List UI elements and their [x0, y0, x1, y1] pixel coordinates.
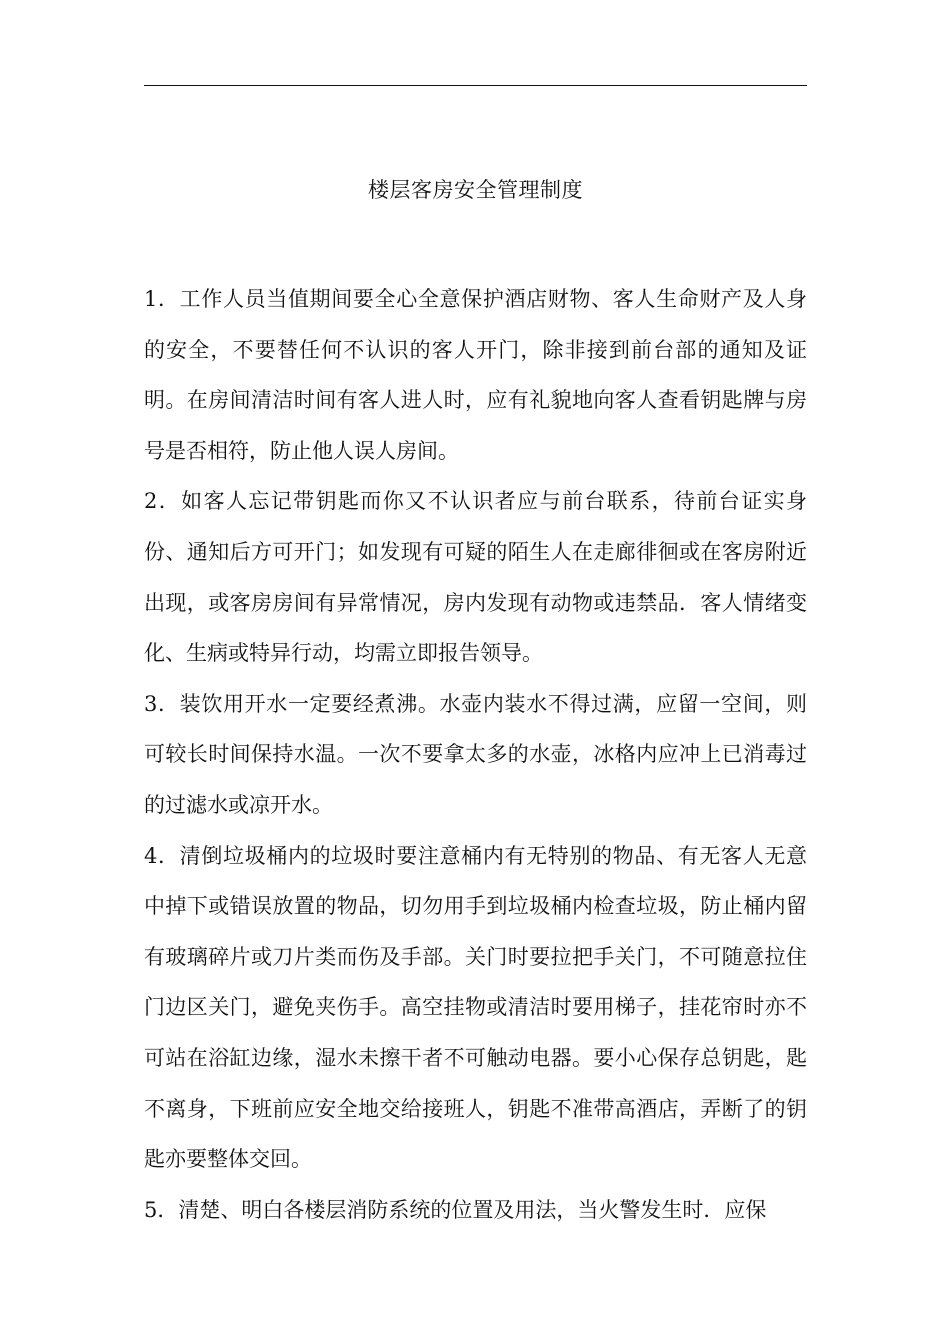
paragraph-3: 3．装饮用开水一定要经煮沸。水壶内装水不得过满，应留一空间，则可较长时间保持水温。一次不要拿太多的水壶，冰格内应冲上已消毒过的过滤水或凉开水。 [144, 691, 807, 817]
paragraph-1: 1．工作人员当值期间要全心全意保护酒店财物、客人生命财产及人身的安全，不要替任何不认识的客人开门，除非接到前台部的通知及证明。在房间清洁时间有客人进人时，应有礼貌地向客人查看钥匙牌与房号是否相符，防止他人误人房间。 [144, 287, 807, 463]
document-body [144, 274, 807, 1235]
paragraph-4: 4．清倒垃圾桶内的垃圾时要注意桶内有无特别的物品、有无客人无意中掉下或错误放置的物品，切勿用手到垃圾桶内检查垃圾，防止桶内留有玻璃碎片或刀片类而伤及手部。关门时要拉把手关门，不可随意拉住门边区关门，避免夹伤手。高空挂物或清洁时要用梯子，挂花帘时亦不可站在浴缸边缘，湿水未擦干者不可触动电器。要小心保存总钥匙，匙不离身，下班前应安全地交给接班人，钥匙不准带高酒店，弄断了的钥匙亦要整体交回。 [144, 843, 807, 1172]
header-rule [144, 85, 807, 86]
paragraph-5: 5．清楚、明白各楼层消防系统的位置及用法，当火警发生时．应保 [144, 1197, 767, 1222]
document-title: 楼层客房安全管理制度 [368, 178, 583, 202]
paragraph-2: 2．如客人忘记带钥匙而你又不认识者应与前台联系，待前台证实身份、通知后方可开门；如发现有可疑的陌生人在走廊徘徊或在客房附近出现，或客房房间有异常情况，房内发现有动物或违禁品．客人情绪变化、生病或特异行动，均需立即报告领导。 [144, 489, 807, 666]
